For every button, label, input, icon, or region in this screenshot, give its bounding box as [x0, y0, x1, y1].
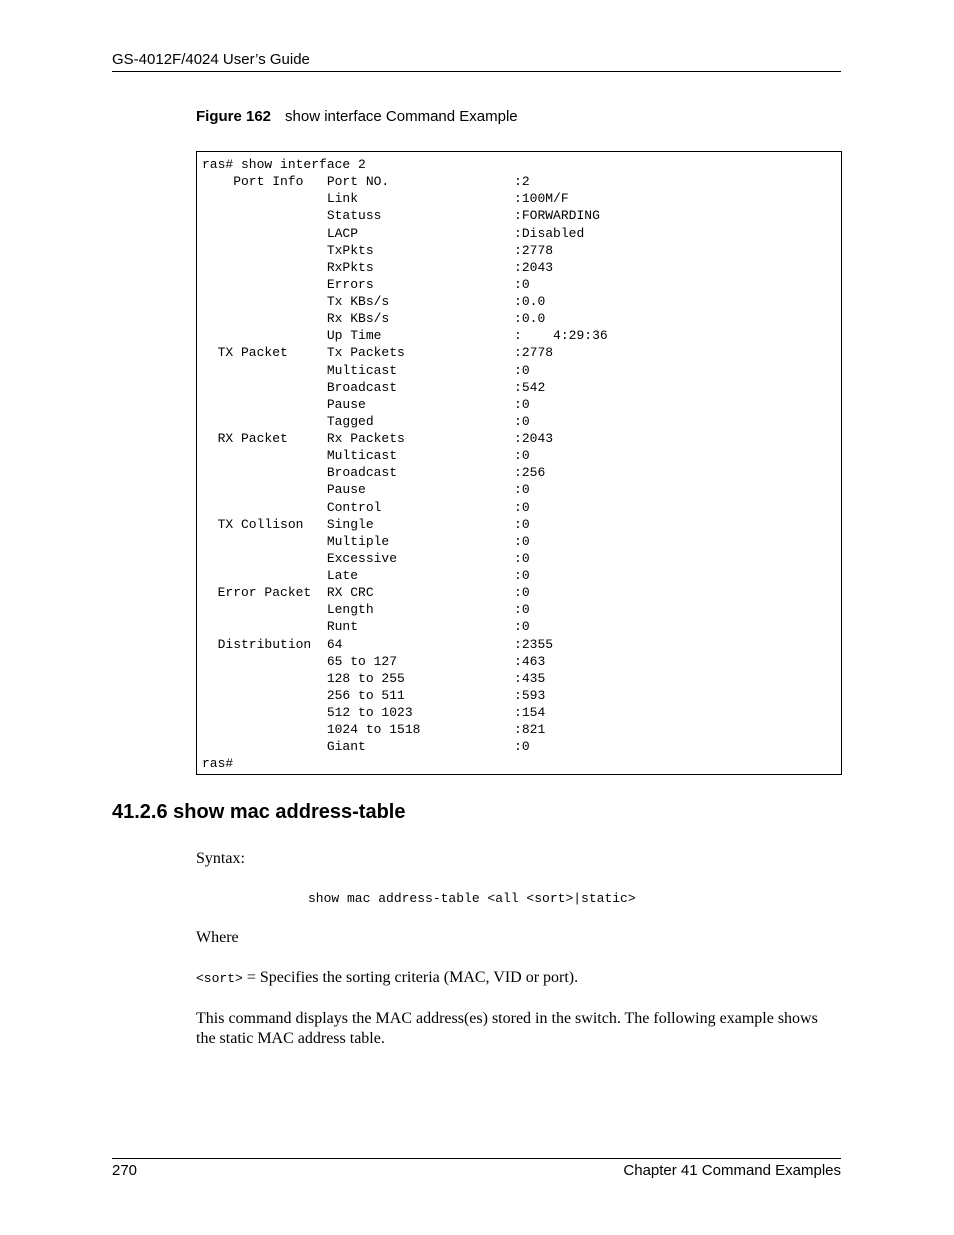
sort-code: <sort>: [196, 971, 243, 986]
footer-chapter: Chapter 41 Command Examples: [623, 1162, 841, 1179]
syntax-label: Syntax:: [196, 850, 245, 867]
page-header-title: GS-4012F/4024 User’s Guide: [112, 51, 310, 68]
figure-label: Figure 162: [196, 108, 272, 125]
section-title: 41.2.6 show mac address-table: [112, 801, 406, 823]
syntax-code: show mac address-table <all <sort>|static>: [308, 891, 636, 906]
footer-divider: [112, 1158, 841, 1159]
sort-description: = Specifies the sorting criteria (MAC, VID or port).: [242, 969, 579, 986]
page-number: 270: [112, 1162, 138, 1179]
figure-caption-text: show interface Command Example: [285, 108, 518, 125]
header-divider: [112, 71, 841, 72]
code-example-box: [196, 151, 842, 775]
description-paragraph: This command displays the MAC address(es) stored in the switch. The following example shows the static MAC address table.: [196, 1010, 818, 1047]
figure-caption: [196, 108, 518, 125]
code-example: ras# show interface 2 Port Info Port NO. :2 Link :100M/F Statuss :FORWARDING LACP :Disabled TxPkts :2778 RxPkts :2043 Errors :0 Tx KBs/s :0.0 Rx KBs/s :0.0 Up Time : 4:29:36 TX Packet Tx Packets :2778 Multicast :0 Broadcast :542 Pause :0 Tagged :0 RX Packet Rx Packets :2043 Multicast :0 Broadcast :256 Pause :0 Control :0 TX Collison Single :0 Multiple :0 Excessive :0 Late :0 Error Packet RX CRC :0 Length :0 Runt :0 Distribution 64 :2355 65 to 127 :463 128 to 255 :435 256 to 511 :593 512 to 1023 :154 1024 to 1518 :821 Giant :0 ras#: [202, 157, 608, 772]
sort-definition: [196, 968, 578, 989]
where-label: Where: [196, 929, 239, 946]
